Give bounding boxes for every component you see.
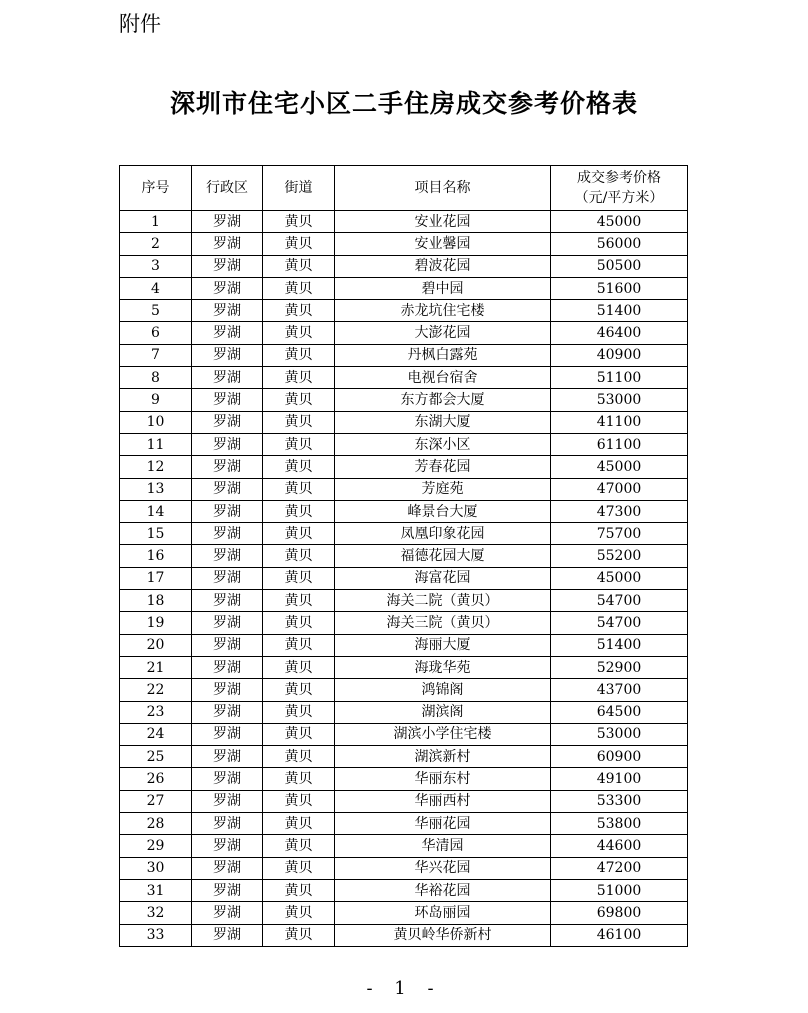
price-table	[119, 165, 688, 947]
cell-seq: 28	[120, 813, 192, 835]
cell-street: 黄贝	[263, 322, 335, 344]
cell-district: 罗湖	[192, 567, 263, 589]
table-row	[120, 790, 688, 812]
table-row	[120, 679, 688, 701]
cell-seq: 5	[120, 300, 192, 322]
cell-district: 罗湖	[192, 433, 263, 455]
cell-seq: 17	[120, 567, 192, 589]
cell-project: 海关三院（黄贝）	[335, 612, 551, 634]
cell-project: 华丽花园	[335, 813, 551, 835]
cell-seq: 1	[120, 211, 192, 233]
cell-project: 峰景台大厦	[335, 500, 551, 522]
cell-district: 罗湖	[192, 790, 263, 812]
table-row	[120, 857, 688, 879]
cell-district: 罗湖	[192, 835, 263, 857]
cell-seq: 19	[120, 612, 192, 634]
table-row	[120, 500, 688, 522]
cell-street: 黄贝	[263, 723, 335, 745]
cell-price: 40900	[551, 344, 688, 366]
cell-street: 黄贝	[263, 813, 335, 835]
cell-project: 环岛丽园	[335, 902, 551, 924]
cell-street: 黄贝	[263, 545, 335, 567]
cell-price: 69800	[551, 902, 688, 924]
cell-seq: 25	[120, 746, 192, 768]
table-row	[120, 255, 688, 277]
table-row	[120, 411, 688, 433]
header-price-line1: 成交参考价格	[577, 170, 661, 186]
cell-street: 黄贝	[263, 500, 335, 522]
cell-project: 华兴花园	[335, 857, 551, 879]
cell-seq: 16	[120, 545, 192, 567]
cell-price: 51400	[551, 634, 688, 656]
cell-project: 华裕花园	[335, 879, 551, 901]
cell-street: 黄贝	[263, 656, 335, 678]
cell-project: 华清园	[335, 835, 551, 857]
header-district: 行政区	[192, 166, 263, 211]
cell-price: 43700	[551, 679, 688, 701]
table-row	[120, 300, 688, 322]
header-project: 项目名称	[335, 166, 551, 211]
cell-street: 黄贝	[263, 857, 335, 879]
cell-project: 海关二院（黄贝）	[335, 590, 551, 612]
cell-seq: 26	[120, 768, 192, 790]
cell-district: 罗湖	[192, 656, 263, 678]
cell-price: 45000	[551, 456, 688, 478]
cell-street: 黄贝	[263, 300, 335, 322]
cell-price: 46100	[551, 924, 688, 946]
header-street: 街道	[263, 166, 335, 211]
cell-street: 黄贝	[263, 567, 335, 589]
cell-price: 53000	[551, 723, 688, 745]
cell-street: 黄贝	[263, 679, 335, 701]
cell-street: 黄贝	[263, 879, 335, 901]
cell-price: 49100	[551, 768, 688, 790]
cell-district: 罗湖	[192, 389, 263, 411]
cell-district: 罗湖	[192, 612, 263, 634]
header-price-line2: （元/平方米）	[574, 190, 664, 206]
table-row	[120, 746, 688, 768]
cell-district: 罗湖	[192, 723, 263, 745]
cell-project: 东方都会大厦	[335, 389, 551, 411]
cell-seq: 33	[120, 924, 192, 946]
attachment-label: 附件	[119, 12, 161, 36]
cell-price: 61100	[551, 433, 688, 455]
cell-price: 41100	[551, 411, 688, 433]
cell-district: 罗湖	[192, 233, 263, 255]
cell-seq: 11	[120, 433, 192, 455]
table-row	[120, 277, 688, 299]
cell-district: 罗湖	[192, 545, 263, 567]
cell-district: 罗湖	[192, 255, 263, 277]
cell-project: 丹枫白露苑	[335, 344, 551, 366]
cell-project: 碧中园	[335, 277, 551, 299]
cell-project: 湖滨阁	[335, 701, 551, 723]
cell-seq: 2	[120, 233, 192, 255]
table-row	[120, 768, 688, 790]
cell-price: 45000	[551, 567, 688, 589]
cell-district: 罗湖	[192, 344, 263, 366]
cell-seq: 27	[120, 790, 192, 812]
cell-district: 罗湖	[192, 322, 263, 344]
cell-project: 东深小区	[335, 433, 551, 455]
cell-street: 黄贝	[263, 835, 335, 857]
cell-street: 黄贝	[263, 456, 335, 478]
cell-district: 罗湖	[192, 813, 263, 835]
cell-project: 华丽东村	[335, 768, 551, 790]
cell-price: 51100	[551, 367, 688, 389]
cell-price: 47000	[551, 478, 688, 500]
cell-project: 福德花园大厦	[335, 545, 551, 567]
table-row	[120, 701, 688, 723]
table-row	[120, 567, 688, 589]
cell-price: 56000	[551, 233, 688, 255]
cell-price: 54700	[551, 612, 688, 634]
cell-district: 罗湖	[192, 500, 263, 522]
cell-price: 53000	[551, 389, 688, 411]
cell-district: 罗湖	[192, 523, 263, 545]
cell-price: 60900	[551, 746, 688, 768]
cell-district: 罗湖	[192, 746, 263, 768]
header-seq: 序号	[120, 166, 192, 211]
table-row	[120, 389, 688, 411]
cell-seq: 21	[120, 656, 192, 678]
cell-seq: 30	[120, 857, 192, 879]
page-number: - 1 -	[366, 978, 442, 999]
cell-street: 黄贝	[263, 367, 335, 389]
cell-price: 53800	[551, 813, 688, 835]
cell-project: 湖滨新村	[335, 746, 551, 768]
cell-street: 黄贝	[263, 924, 335, 946]
header-price	[551, 166, 688, 211]
cell-district: 罗湖	[192, 300, 263, 322]
cell-seq: 3	[120, 255, 192, 277]
cell-district: 罗湖	[192, 679, 263, 701]
cell-street: 黄贝	[263, 701, 335, 723]
cell-street: 黄贝	[263, 344, 335, 366]
cell-project: 芳庭苑	[335, 478, 551, 500]
cell-street: 黄贝	[263, 590, 335, 612]
table-row	[120, 344, 688, 366]
cell-seq: 4	[120, 277, 192, 299]
table-row	[120, 367, 688, 389]
cell-street: 黄贝	[263, 523, 335, 545]
cell-district: 罗湖	[192, 456, 263, 478]
cell-seq: 18	[120, 590, 192, 612]
cell-district: 罗湖	[192, 857, 263, 879]
cell-seq: 32	[120, 902, 192, 924]
cell-project: 海富花园	[335, 567, 551, 589]
cell-street: 黄贝	[263, 233, 335, 255]
cell-seq: 6	[120, 322, 192, 344]
table-row	[120, 656, 688, 678]
cell-price: 51400	[551, 300, 688, 322]
cell-project: 赤龙坑住宅楼	[335, 300, 551, 322]
cell-project: 电视台宿舍	[335, 367, 551, 389]
cell-street: 黄贝	[263, 433, 335, 455]
table-row	[120, 433, 688, 455]
cell-district: 罗湖	[192, 590, 263, 612]
cell-price: 50500	[551, 255, 688, 277]
table-row	[120, 835, 688, 857]
cell-district: 罗湖	[192, 902, 263, 924]
cell-seq: 14	[120, 500, 192, 522]
cell-district: 罗湖	[192, 411, 263, 433]
table-row	[120, 902, 688, 924]
cell-street: 黄贝	[263, 612, 335, 634]
table-row	[120, 233, 688, 255]
cell-seq: 10	[120, 411, 192, 433]
cell-price: 47200	[551, 857, 688, 879]
cell-seq: 29	[120, 835, 192, 857]
cell-district: 罗湖	[192, 367, 263, 389]
cell-street: 黄贝	[263, 478, 335, 500]
cell-street: 黄贝	[263, 277, 335, 299]
cell-seq: 7	[120, 344, 192, 366]
cell-street: 黄贝	[263, 211, 335, 233]
cell-price: 75700	[551, 523, 688, 545]
cell-price: 64500	[551, 701, 688, 723]
cell-district: 罗湖	[192, 211, 263, 233]
table-row	[120, 456, 688, 478]
cell-project: 凤凰印象花园	[335, 523, 551, 545]
cell-seq: 12	[120, 456, 192, 478]
cell-seq: 13	[120, 478, 192, 500]
table-row	[120, 590, 688, 612]
cell-project: 安业花园	[335, 211, 551, 233]
cell-seq: 15	[120, 523, 192, 545]
cell-district: 罗湖	[192, 634, 263, 656]
table-row	[120, 612, 688, 634]
cell-price: 55200	[551, 545, 688, 567]
cell-street: 黄贝	[263, 768, 335, 790]
cell-project: 鸿锦阁	[335, 679, 551, 701]
cell-seq: 22	[120, 679, 192, 701]
cell-price: 53300	[551, 790, 688, 812]
cell-seq: 20	[120, 634, 192, 656]
cell-project: 大澎花园	[335, 322, 551, 344]
cell-price: 46400	[551, 322, 688, 344]
table-row	[120, 322, 688, 344]
table-row	[120, 478, 688, 500]
cell-project: 黄贝岭华侨新村	[335, 924, 551, 946]
table-row	[120, 813, 688, 835]
cell-seq: 8	[120, 367, 192, 389]
cell-project: 芳春花园	[335, 456, 551, 478]
cell-street: 黄贝	[263, 389, 335, 411]
cell-street: 黄贝	[263, 411, 335, 433]
cell-project: 湖滨小学住宅楼	[335, 723, 551, 745]
cell-seq: 24	[120, 723, 192, 745]
table-row	[120, 879, 688, 901]
cell-price: 52900	[551, 656, 688, 678]
cell-street: 黄贝	[263, 746, 335, 768]
cell-project: 华丽西村	[335, 790, 551, 812]
table-row	[120, 211, 688, 233]
cell-project: 碧波花园	[335, 255, 551, 277]
cell-seq: 23	[120, 701, 192, 723]
cell-price: 47300	[551, 500, 688, 522]
cell-price: 44600	[551, 835, 688, 857]
cell-street: 黄贝	[263, 634, 335, 656]
cell-project: 东湖大厦	[335, 411, 551, 433]
cell-street: 黄贝	[263, 902, 335, 924]
cell-street: 黄贝	[263, 790, 335, 812]
table-row	[120, 924, 688, 946]
table-row	[120, 523, 688, 545]
cell-price: 51600	[551, 277, 688, 299]
cell-seq: 9	[120, 389, 192, 411]
cell-district: 罗湖	[192, 879, 263, 901]
table-row	[120, 545, 688, 567]
cell-seq: 31	[120, 879, 192, 901]
table-row	[120, 723, 688, 745]
table-header-row	[120, 166, 688, 211]
page-title: 深圳市住宅小区二手住房成交参考价格表	[169, 89, 638, 118]
cell-price: 45000	[551, 211, 688, 233]
cell-price: 51000	[551, 879, 688, 901]
cell-district: 罗湖	[192, 277, 263, 299]
cell-street: 黄贝	[263, 255, 335, 277]
cell-district: 罗湖	[192, 701, 263, 723]
cell-project: 海丽大厦	[335, 634, 551, 656]
cell-project: 安业馨园	[335, 233, 551, 255]
cell-project: 海珑华苑	[335, 656, 551, 678]
cell-district: 罗湖	[192, 924, 263, 946]
cell-district: 罗湖	[192, 478, 263, 500]
table-row	[120, 634, 688, 656]
cell-district: 罗湖	[192, 768, 263, 790]
cell-price: 54700	[551, 590, 688, 612]
